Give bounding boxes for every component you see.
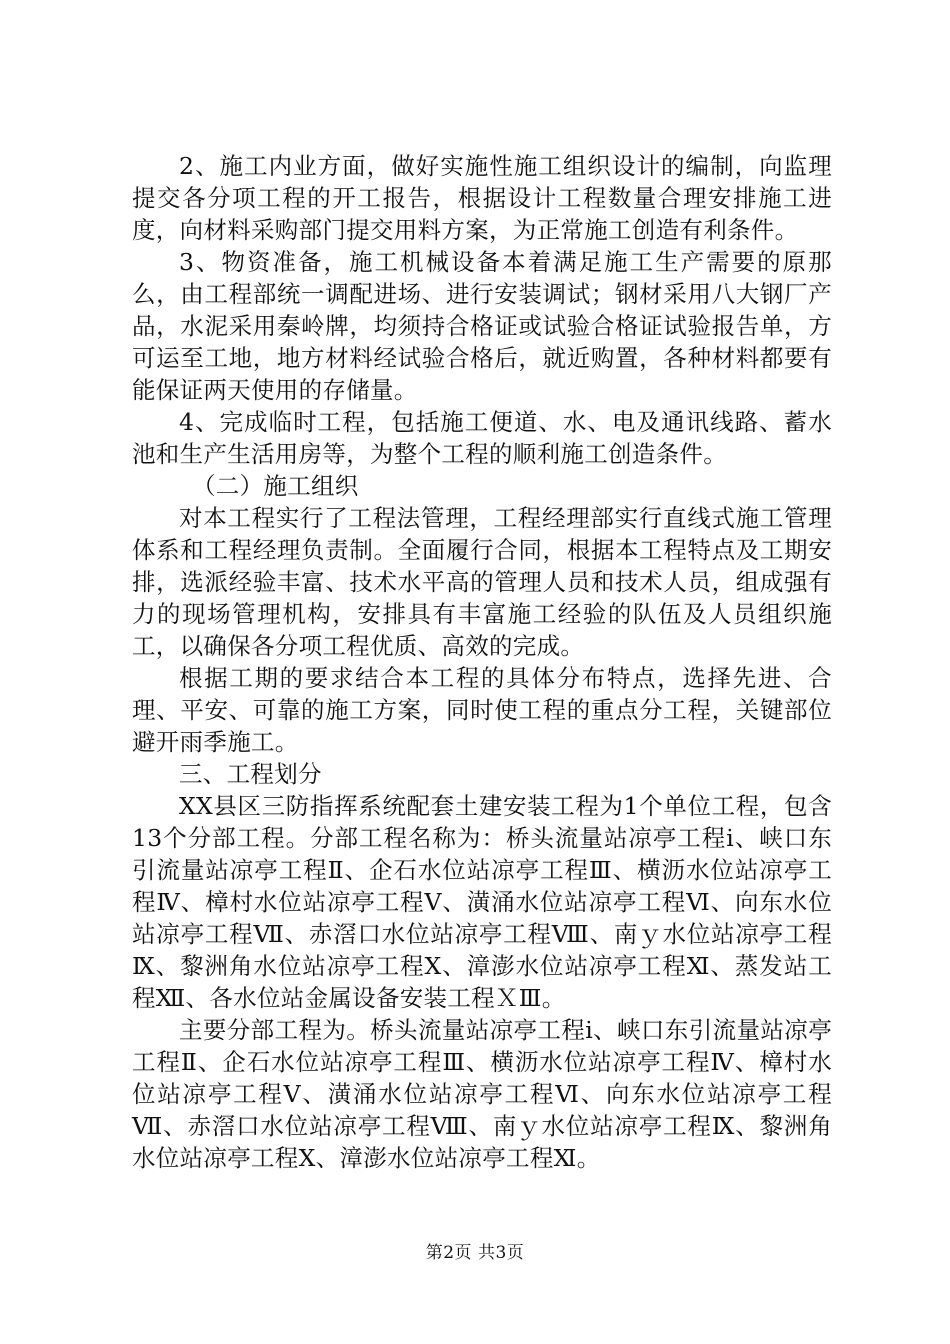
paragraph-construction-plan: 根据工期的要求结合本工程的具体分布特点，选择先进、合理、平安、可靠的施工方案，同时使工程的重点分工程，关键部位避开雨季施工。 xyxy=(132,664,832,756)
paragraph-internal-work: 2、施工内业方面，做好实施性施工组织设计的编制，向监理提交各分项工程的开工报告，根据设计工程数量合理安排施工进度，向材料采购部门提交用料方案，为正常施工创造有利条件。 xyxy=(132,152,832,244)
document-body xyxy=(132,150,832,1174)
paragraph-main-sub-projects: 主要分部工程为。桥头流量站凉亭工程ⅰ、峡口东引流量站凉亭工程Ⅱ、企石水位站凉亭工程Ⅲ、横沥水位站凉亭工程Ⅳ、樟村水位站凉亭工程Ⅴ、潢涌水位站凉亭工程Ⅵ、向东水位站凉亭工程Ⅶ、赤滘口水位站凉亭工程Ⅷ、南ｙ水位站凉亭工程Ⅸ、黎洲角水位站凉亭工程Ⅹ、漳澎水位站凉亭工程Ⅺ。 xyxy=(132,1016,832,1172)
paragraph-temporary-works: 4、完成临时工程，包括施工便道、水、电及通讯线路、蓄水池和生产生活用房等，为整个工程的顺利施工创造条件。 xyxy=(132,408,832,468)
paragraph-sub-projects-list: XX县区三防指挥系统配套土建安装工程为1个单位工程，包含13个分部工程。分部工程名称为：桥头流量站凉亭工程ⅰ、峡口东引流量站凉亭工程Ⅱ、企石水位站凉亭工程Ⅲ、横沥水位站凉亭工程Ⅳ、樟村水位站凉亭工程Ⅴ、潢涌水位站凉亭工程Ⅵ、向东水位站凉亭工程Ⅶ、赤滘口水位站凉亭工程Ⅷ、南ｙ水位站凉亭工程Ⅸ、黎洲角水位站凉亭工程Ⅹ、漳澎水位站凉亭工程Ⅺ、蒸发站工程Ⅻ、各水位站金属设备安装工程ＸⅢ。 xyxy=(132,792,832,1012)
paragraph-management-system: 对本工程实行了工程法管理，工程经理部实行直线式施工管理体系和工程经理负责制。全面履行合同，根据本工程特点及工期安排，选派经验丰富、技术水平高的管理人员和技术人员，组成强有力的现场管理机构，安排具有丰富施工经验的队伍及人员组织施工，以确保各分项工程优质、高效的完成。 xyxy=(132,504,832,660)
section-heading-construction-organization: （二）施工组织 xyxy=(192,472,359,500)
paragraph-material-preparation: 3、物资准备，施工机械设备本着满足施工生产需要的原那么，由工程部统一调配进场、进行安装调试；钢材采用八大钢厂产品，水泥采用秦岭牌，均须持合格证或试验合格证试验报告单，方可运至工地，地方材料经试验合格后，就近购置，各种材料都要有能保证两天使用的存储量。 xyxy=(132,248,832,404)
page-number-footer: 第2页 共3页 xyxy=(425,1243,525,1263)
section-heading-project-division: 三、工程划分 xyxy=(179,760,322,788)
